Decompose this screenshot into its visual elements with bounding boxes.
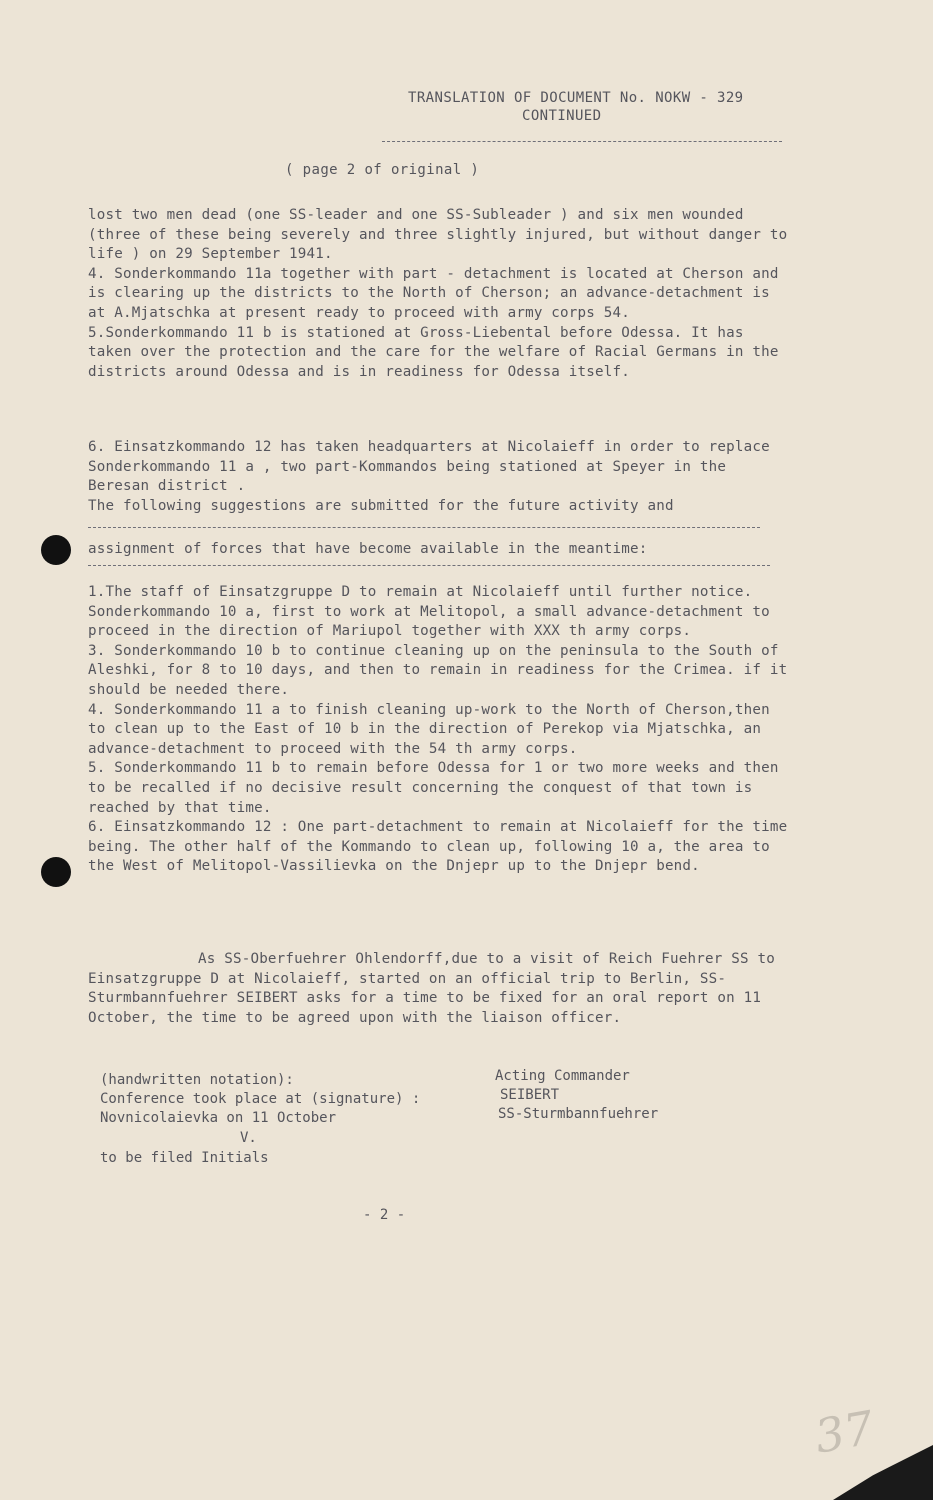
annotation-line-1: (handwritten notation): xyxy=(100,1072,294,1088)
annotation-line-2: Conference took place at (signature) : xyxy=(100,1091,421,1107)
punch-hole xyxy=(41,857,71,887)
translation-heading: TRANSLATION OF DOCUMENT No. NOKW - 329 xyxy=(408,90,744,106)
paragraph-einsatzkommando-12: 6. Einsatzkommando 12 has taken headquarters at Nicolaieff in order to replace Sonderkommando 11 a , two part-Kommandos being stationed at Speyer in the Beresan district . The following suggestions are submitted for the future activity and xyxy=(88,439,770,514)
folio-number: 37 xyxy=(810,1400,878,1464)
annotation-line-4: V. xyxy=(240,1130,257,1146)
paragraph-assignment-heading: assignment of forces that have become available in the meantime: xyxy=(88,541,648,557)
paragraph-suggestions-list: 1.The staff of Einsatzgruppe D to remain at Nicolaieff until further notice. Sonderkommando 10 a, first to work at Melitopol, a small advance-detachment to proceed in the direction of Mariupol together with XXX th army corps. 3. Sonderkommando 10 b to continue cleaning up on the peninsula to the South of Aleshki, for 8 to 10 days, and then to remain in readiness for the Crimea. if it should be needed there. 4. Sonderkommando 11 a to finish cleaning up-work to the North of Cherson,then to clean up to the East of 10 b in the direction of Perekop via Mjatschka, an advance-detachment to proceed with the 54 th army corps. 5. Sonderkommando 11 b to remain before Odessa for 1 or two more weeks and then to be recalled if no decisive result concerning the conquest of that town is reached by that time. 6. Einsatzkommando 12 : One part-detachment to remain at Nicolaieff for the time being. The other half of the Kommando to clean up, following 10 a, the area to the West of Melitopol-Vassilievka on the Dnjepr up to the Dnjepr bend. xyxy=(88,584,788,875)
punch-hole xyxy=(41,535,71,565)
annotation-line-3: Novnicolaievka on 11 October xyxy=(100,1110,337,1126)
annotation-line-5: to be filed Initials xyxy=(100,1150,269,1166)
page-note: ( page 2 of original ) xyxy=(285,162,480,178)
dashed-separator-top xyxy=(88,527,760,528)
page-number: - 2 - xyxy=(363,1207,406,1223)
paragraph-casualties-and-kommandos: lost two men dead (one SS-leader and one SS-Subleader ) and six men wounded (three of these being severely and three slightly injured, but without danger to life ) on 29 September 1941. 4. Sonderkommando 11a together with part - detachment is located at Cherson and is clearing up the districts to the North of Cherson; an advance-detachment is at A.Mjatschka at present ready to proceed with army corps 54. 5.Sonderkommando 11 b is stationed at Gross-Liebental before Odessa. It has taken over the protection and the care for the welfare of Racial Germans in the districts around Odessa and is in readiness for Odessa itself. xyxy=(88,207,788,380)
continued-heading: CONTINUED xyxy=(522,108,602,124)
dashed-separator-bottom xyxy=(88,565,770,566)
header-rule xyxy=(382,141,782,142)
signature-name: SEIBERT xyxy=(500,1087,560,1103)
signature-rank: SS-Sturmbannfuehrer xyxy=(498,1106,659,1122)
signature-title: Acting Commander xyxy=(495,1068,630,1084)
paragraph-ohlendorff-trip: As SS-Oberfuehrer Ohlendorff,due to a visit of Reich Fuehrer SS to Einsatzgruppe D at Nicolaieff, started on an official trip to Berlin, SS-Sturmbannfuehrer SEIBERT asks for a time to be fixed for an oral report on 11 October, the time to be agreed upon with the liaison officer. xyxy=(88,951,784,1026)
